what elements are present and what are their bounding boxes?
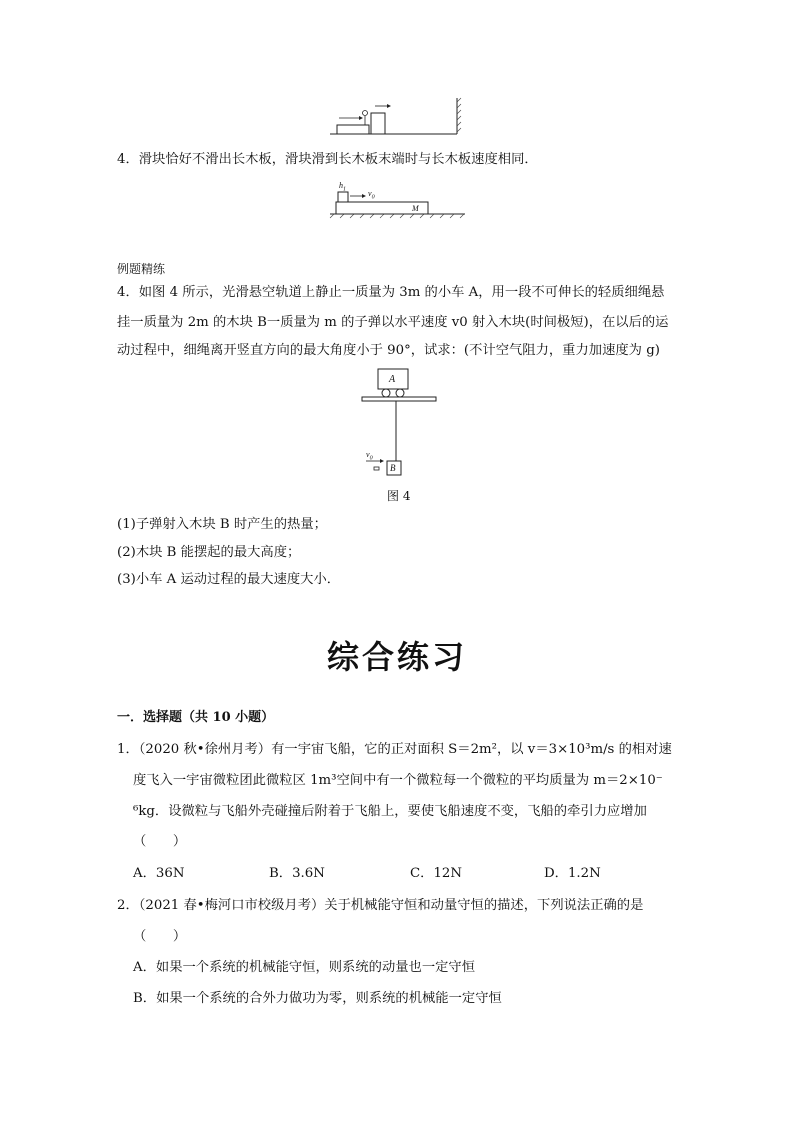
question-2-option-a[interactable]: A．如果一个系统的机械能守恒，则系统的动量也一定守恒 <box>133 960 476 975</box>
example-4-line-3: 动过程中，细绳离开竖直方向的最大角度小于 90°，试求：(不计空气阻力，重力加速度为 g) <box>117 343 660 358</box>
figure-block-wall <box>325 96 465 138</box>
question-2-option-b[interactable]: B．如果一个系统的合外力做功为零，则系统的机械能一定守恒 <box>133 991 502 1006</box>
question-1-line-2: 度飞入一宇宙微粒团此微粒区 1m³空间中有一个微粒每一个微粒的平均质量为 m＝2×10⁻ <box>133 773 663 788</box>
fig4-caption: 图 4 <box>387 489 411 503</box>
question-1-option-a[interactable]: A．36N <box>133 866 185 881</box>
example-4-line-1: 4．如图 4 所示，光滑悬空轨道上静止一质量为 3m 的小车 A，用一段不可伸长的轻质细绳悬 <box>117 285 665 300</box>
example-4-question-2: (2)木块 B 能摆起的最大高度； <box>117 545 301 560</box>
fig2-label-h: $h_1$ <box>339 181 346 193</box>
fig4-label-B: B <box>390 463 396 473</box>
fig4-label-v0: $v_0$ <box>366 450 373 462</box>
question-1-option-c[interactable]: C．12N <box>410 866 463 881</box>
fig2-label-v0: $v_0$ <box>368 189 375 201</box>
question-1-line-3: ⁶kg．设微粒与飞船外壳碰撞后附着于飞船上，要使飞船速度不变，飞船的牵引力应增加 <box>133 804 647 819</box>
text-line-4: 4．滑块恰好不滑出长木板，滑块滑到长木板末端时与长木板速度相同． <box>117 152 538 167</box>
example-4-question-1: (1)子弹射入木块 B 时产生的热量； <box>117 517 327 532</box>
practice-title: 综合练习 <box>327 638 468 676</box>
example-4-line-2: 挂一质量为 2m 的木块 B一质量为 m 的子弹以水平速度 v0 射入木块(时间极短)，在以后的运 <box>117 315 669 330</box>
fig2-label-M: M <box>412 204 419 213</box>
figure-slider-board <box>330 176 470 222</box>
example-4-question-3: (3)小车 A 运动过程的最大速度大小． <box>117 572 341 587</box>
question-1-option-b[interactable]: B．3.6N <box>269 866 325 881</box>
fig4-label-A: A <box>389 374 396 385</box>
question-1-bracket: （ ） <box>133 834 187 849</box>
question-2-bracket: （ ） <box>133 929 187 944</box>
section-example-heading: 例题精练 <box>117 262 166 276</box>
section-choice-heading: 一．选择题（共 10 小题） <box>117 710 275 725</box>
figure-4-cart-pendulum <box>360 367 440 479</box>
question-1-line-1: 1．（2020 秋•徐州月考）有一宇宙飞船，它的正对面积 S＝2m²，以 v＝3×10³m/s 的相对速 <box>117 742 672 757</box>
question-2-line-1: 2．（2021 春•梅河口市校级月考）关于机械能守恒和动量守恒的描述，下列说法正确的是 <box>117 898 644 913</box>
question-1-option-d[interactable]: D．1.2N <box>544 866 601 881</box>
